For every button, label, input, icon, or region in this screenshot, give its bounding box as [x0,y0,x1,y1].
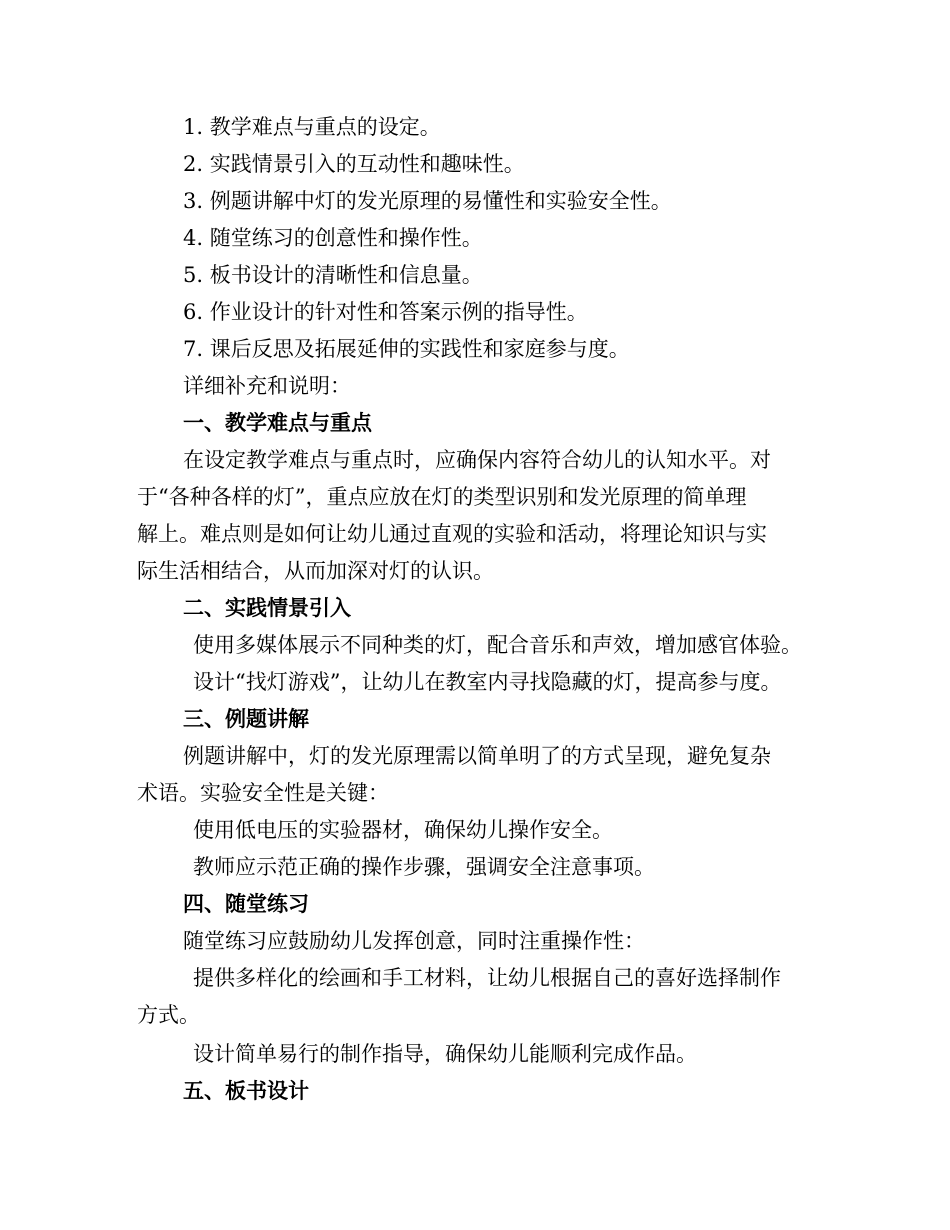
list-item-5: 5. 板书设计的清晰性和信息量。 [183,263,483,287]
bullet-line: 提供多样化的绘画和手工材料，让幼儿根据自己的喜好选择制作 [193,966,781,990]
paragraph-line: 随堂练习应鼓励幼儿发挥创意，同时注重操作性： [183,929,645,953]
bullet-line: 设计“找灯游戏”，让幼儿在教室内寻找隐藏的灯，提高参与度。 [193,670,782,694]
list-item-6: 6. 作业设计的针对性和答案示例的指导性。 [183,300,588,324]
bullet-line: 使用低电压的实验器材，确保幼儿操作安全。 [193,818,613,842]
section-heading-5: 五、板书设计 [183,1078,309,1103]
section-heading-3: 三、例题讲解 [183,706,309,731]
section-heading-4: 四、随堂练习 [183,891,309,916]
intro-text: 详细补充和说明： [183,374,351,398]
bullet-line: 设计简单易行的制作指导，确保幼儿能顺利完成作品。 [193,1042,697,1066]
section-heading-2: 二、实践情景引入 [183,595,351,620]
paragraph-line: 例题讲解中，灯的发光原理需以简单明了的方式呈现，避免复杂 [183,744,771,768]
bullet-line: 教师应示范正确的操作步骤，强调安全注意事项。 [193,855,655,879]
bullet-line: 方式。 [137,1003,200,1027]
list-item-1: 1. 教学难点与重点的设定。 [183,115,441,139]
list-item-4: 4. 随堂练习的创意性和操作性。 [183,226,483,250]
list-item-2: 2. 实践情景引入的互动性和趣味性。 [183,152,525,176]
list-item-7: 7. 课后反思及拓展延伸的实践性和家庭参与度。 [183,337,630,361]
paragraph-line: 解上。难点则是如何让幼儿通过直观的实验和活动，将理论知识与实 [137,522,767,546]
list-item-3: 3. 例题讲解中灯的发光原理的易懂性和实验安全性。 [183,189,672,213]
section-heading-1: 一、教学难点与重点 [183,410,372,435]
paragraph-line: 际生活相结合，从而加深对灯的认识。 [137,559,494,583]
paragraph-line: 术语。实验安全性是关键： [137,781,389,805]
bullet-line: 使用多媒体展示不同种类的灯，配合音乐和声效，增加感官体验。 [193,633,802,657]
paragraph-line: 在设定教学难点与重点时，应确保内容符合幼儿的认知水平。对 [183,448,771,472]
paragraph-line: 于“各种各样的灯”，重点应放在灯的类型识别和发光原理的简单理 [137,485,747,509]
